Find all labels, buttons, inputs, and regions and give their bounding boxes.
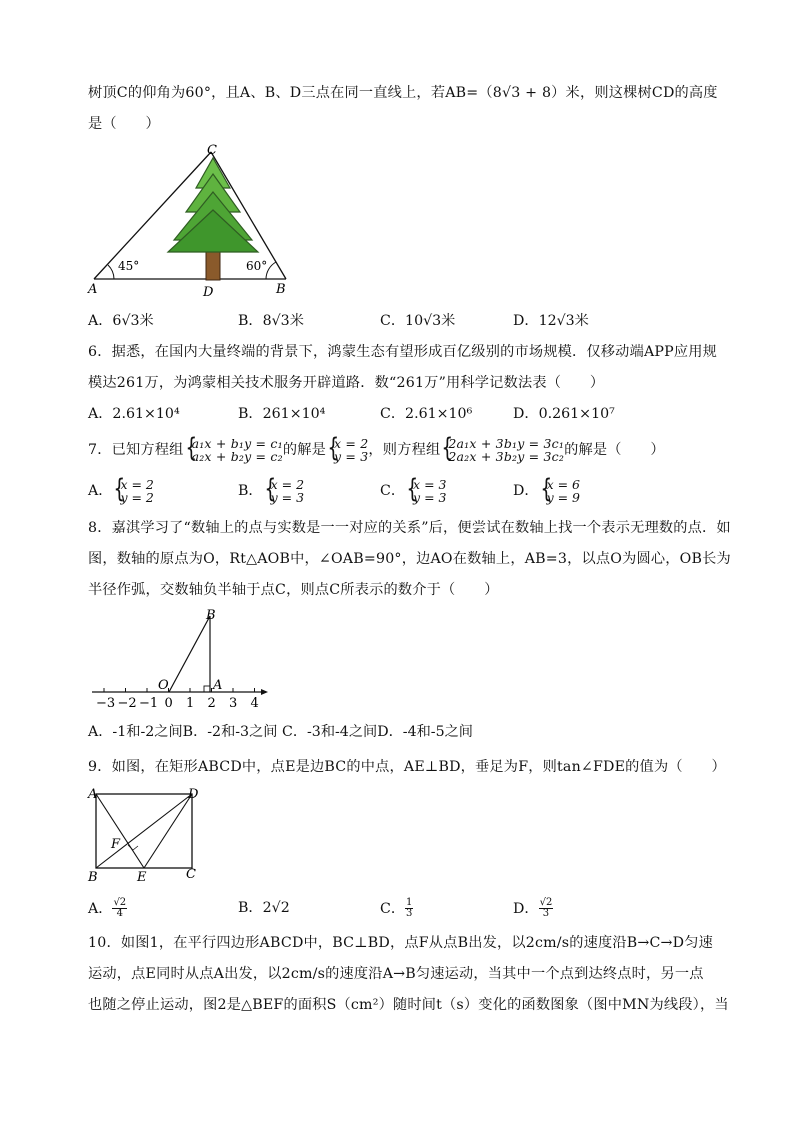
label-a: A	[88, 282, 98, 297]
tree-triangle-figure	[80, 140, 300, 302]
q7-option-d[interactable]: D． { x = 6 y = 9	[513, 478, 580, 504]
q6-line2: 模达261万，为鸿蒙相关技术服务开辟道路．数“261万”用科学记数法表（ ）	[88, 375, 605, 391]
q9-option-d[interactable]: D． $\frac{√2}{3}$	[513, 897, 553, 919]
label-d: D	[188, 787, 199, 802]
q10-line2: 运动，点E同时从点A出发，以2cm/s的速度沿A→B匀速运动，当其中一个点到达终点时，另一点	[88, 966, 704, 982]
label-c: C	[186, 867, 196, 882]
q7-option-a[interactable]: A． { x = 2 y = 2	[88, 478, 154, 504]
q9-line1: 9．如图，在矩形ABCD中，点E是边BC的中点，AE⊥BD，垂足为F，则tan∠FDE的值为（ ）	[88, 759, 726, 775]
number-line-tick-label: 2	[207, 696, 216, 710]
q10-line1: 10．如图1，在平行四边形ABCD中，BC⊥BD，点F从点B出发，以2cm/s的速度沿B→C→D匀速	[88, 935, 713, 951]
q5-option-b[interactable]: B．8√3米	[238, 313, 304, 329]
q7-line	[88, 437, 665, 463]
q5-option-a[interactable]: A．6√3米	[88, 313, 154, 329]
label-d: D	[203, 285, 214, 300]
tree-icon	[168, 158, 258, 280]
q7-system-3: { 2a₁x + 3b₁y = 3c₁ 2a₂x + 3b₂y = 3c₂	[440, 437, 564, 463]
angle-45-label: 45°	[118, 259, 140, 273]
label-b: B	[206, 608, 216, 623]
q10-line3: 也随之停止运动，图2是△BEF的面积S（cm²）随时间t（s）变化的函数图象（图中MN为线段），当	[88, 997, 729, 1013]
q5-line1: 树顶C的仰角为60°，且A、B、D三点在同一直线上，若AB=（8√3 + 8）米，则这棵树CD的高度	[88, 85, 718, 101]
q9-option-c[interactable]: C． $\frac{1}{3}$	[380, 897, 413, 919]
label-b: B	[88, 870, 98, 885]
number-line-tick-label: 1	[186, 696, 195, 710]
label-f: F	[111, 837, 121, 852]
number-line-tick-label: 0	[164, 696, 173, 710]
q8-line3: 半径作弧，交数轴负半轴于点C，则点C所表示的数介于（ ）	[88, 582, 499, 598]
number-line-tick-label: −1	[139, 696, 159, 710]
q6-option-d[interactable]: D．0.261×10⁷	[513, 406, 615, 422]
number-line-figure	[84, 606, 274, 710]
q8-line1: 8．嘉淇学习了“数轴上的点与实数是一一对应的关系”后，便尝试在数轴上找一个表示无理数的点．如	[88, 520, 731, 536]
label-a: A	[88, 787, 98, 802]
number-line-tick-label: −2	[117, 696, 137, 710]
label-o: O	[158, 678, 169, 693]
q6-option-b[interactable]: B．261×10⁴	[238, 406, 326, 422]
rectangle-figure	[84, 782, 206, 886]
q8-options[interactable]: A．-1和-2之间B．-2和-3之间 C．-3和-4之间D．-4和-5之间	[88, 724, 473, 740]
label-a: A	[213, 678, 223, 693]
q7-system-1: { a₁x + b₁y = c₁ a₂x + b₂y = c₂	[184, 437, 283, 463]
number-line-tick-label: −3	[96, 696, 116, 710]
q5-option-d[interactable]: D．12√3米	[513, 313, 589, 329]
number-line-tick-label: 4	[250, 696, 259, 710]
q8-line2: 图，数轴的原点为O，Rt△AOB中，∠OAB=90°，边AO在数轴上，AB=3，以点O为圆心，OB长为	[88, 551, 731, 567]
q7-prefix: 7．已知方程组	[88, 442, 184, 458]
q9-option-a[interactable]: A． $\frac{√2}{4}$	[88, 897, 127, 919]
number-line-tick-label: 3	[229, 696, 238, 710]
q5-option-c[interactable]: C．10√3米	[380, 313, 456, 329]
label-b: B	[276, 282, 286, 297]
q6-option-c[interactable]: C．2.61×10⁶	[380, 406, 473, 422]
angle-60-label: 60°	[246, 259, 268, 273]
q7-suffix: 的解是（ ）	[564, 442, 665, 458]
q6-line1: 6．据悉，在国内大量终端的背景下，鸿蒙生态有望形成百亿级别的市场规模．仅移动端APP应用规	[88, 344, 718, 360]
q7-system-2: { x = 2 y = 3	[326, 437, 368, 463]
q7-option-b[interactable]: B． { x = 2 y = 3	[238, 478, 304, 504]
q5-line2: 是（ ）	[88, 116, 160, 132]
q7-mid2: ，则方程组	[368, 442, 441, 458]
q9-option-b[interactable]: B． 2√2	[238, 900, 290, 916]
q6-option-a[interactable]: A．2.61×10⁴	[88, 406, 180, 422]
q7-mid1: 的解是	[282, 442, 326, 458]
label-c: C	[207, 143, 217, 158]
q7-option-c[interactable]: C． { x = 3 y = 3	[380, 478, 446, 504]
label-e: E	[137, 870, 147, 885]
